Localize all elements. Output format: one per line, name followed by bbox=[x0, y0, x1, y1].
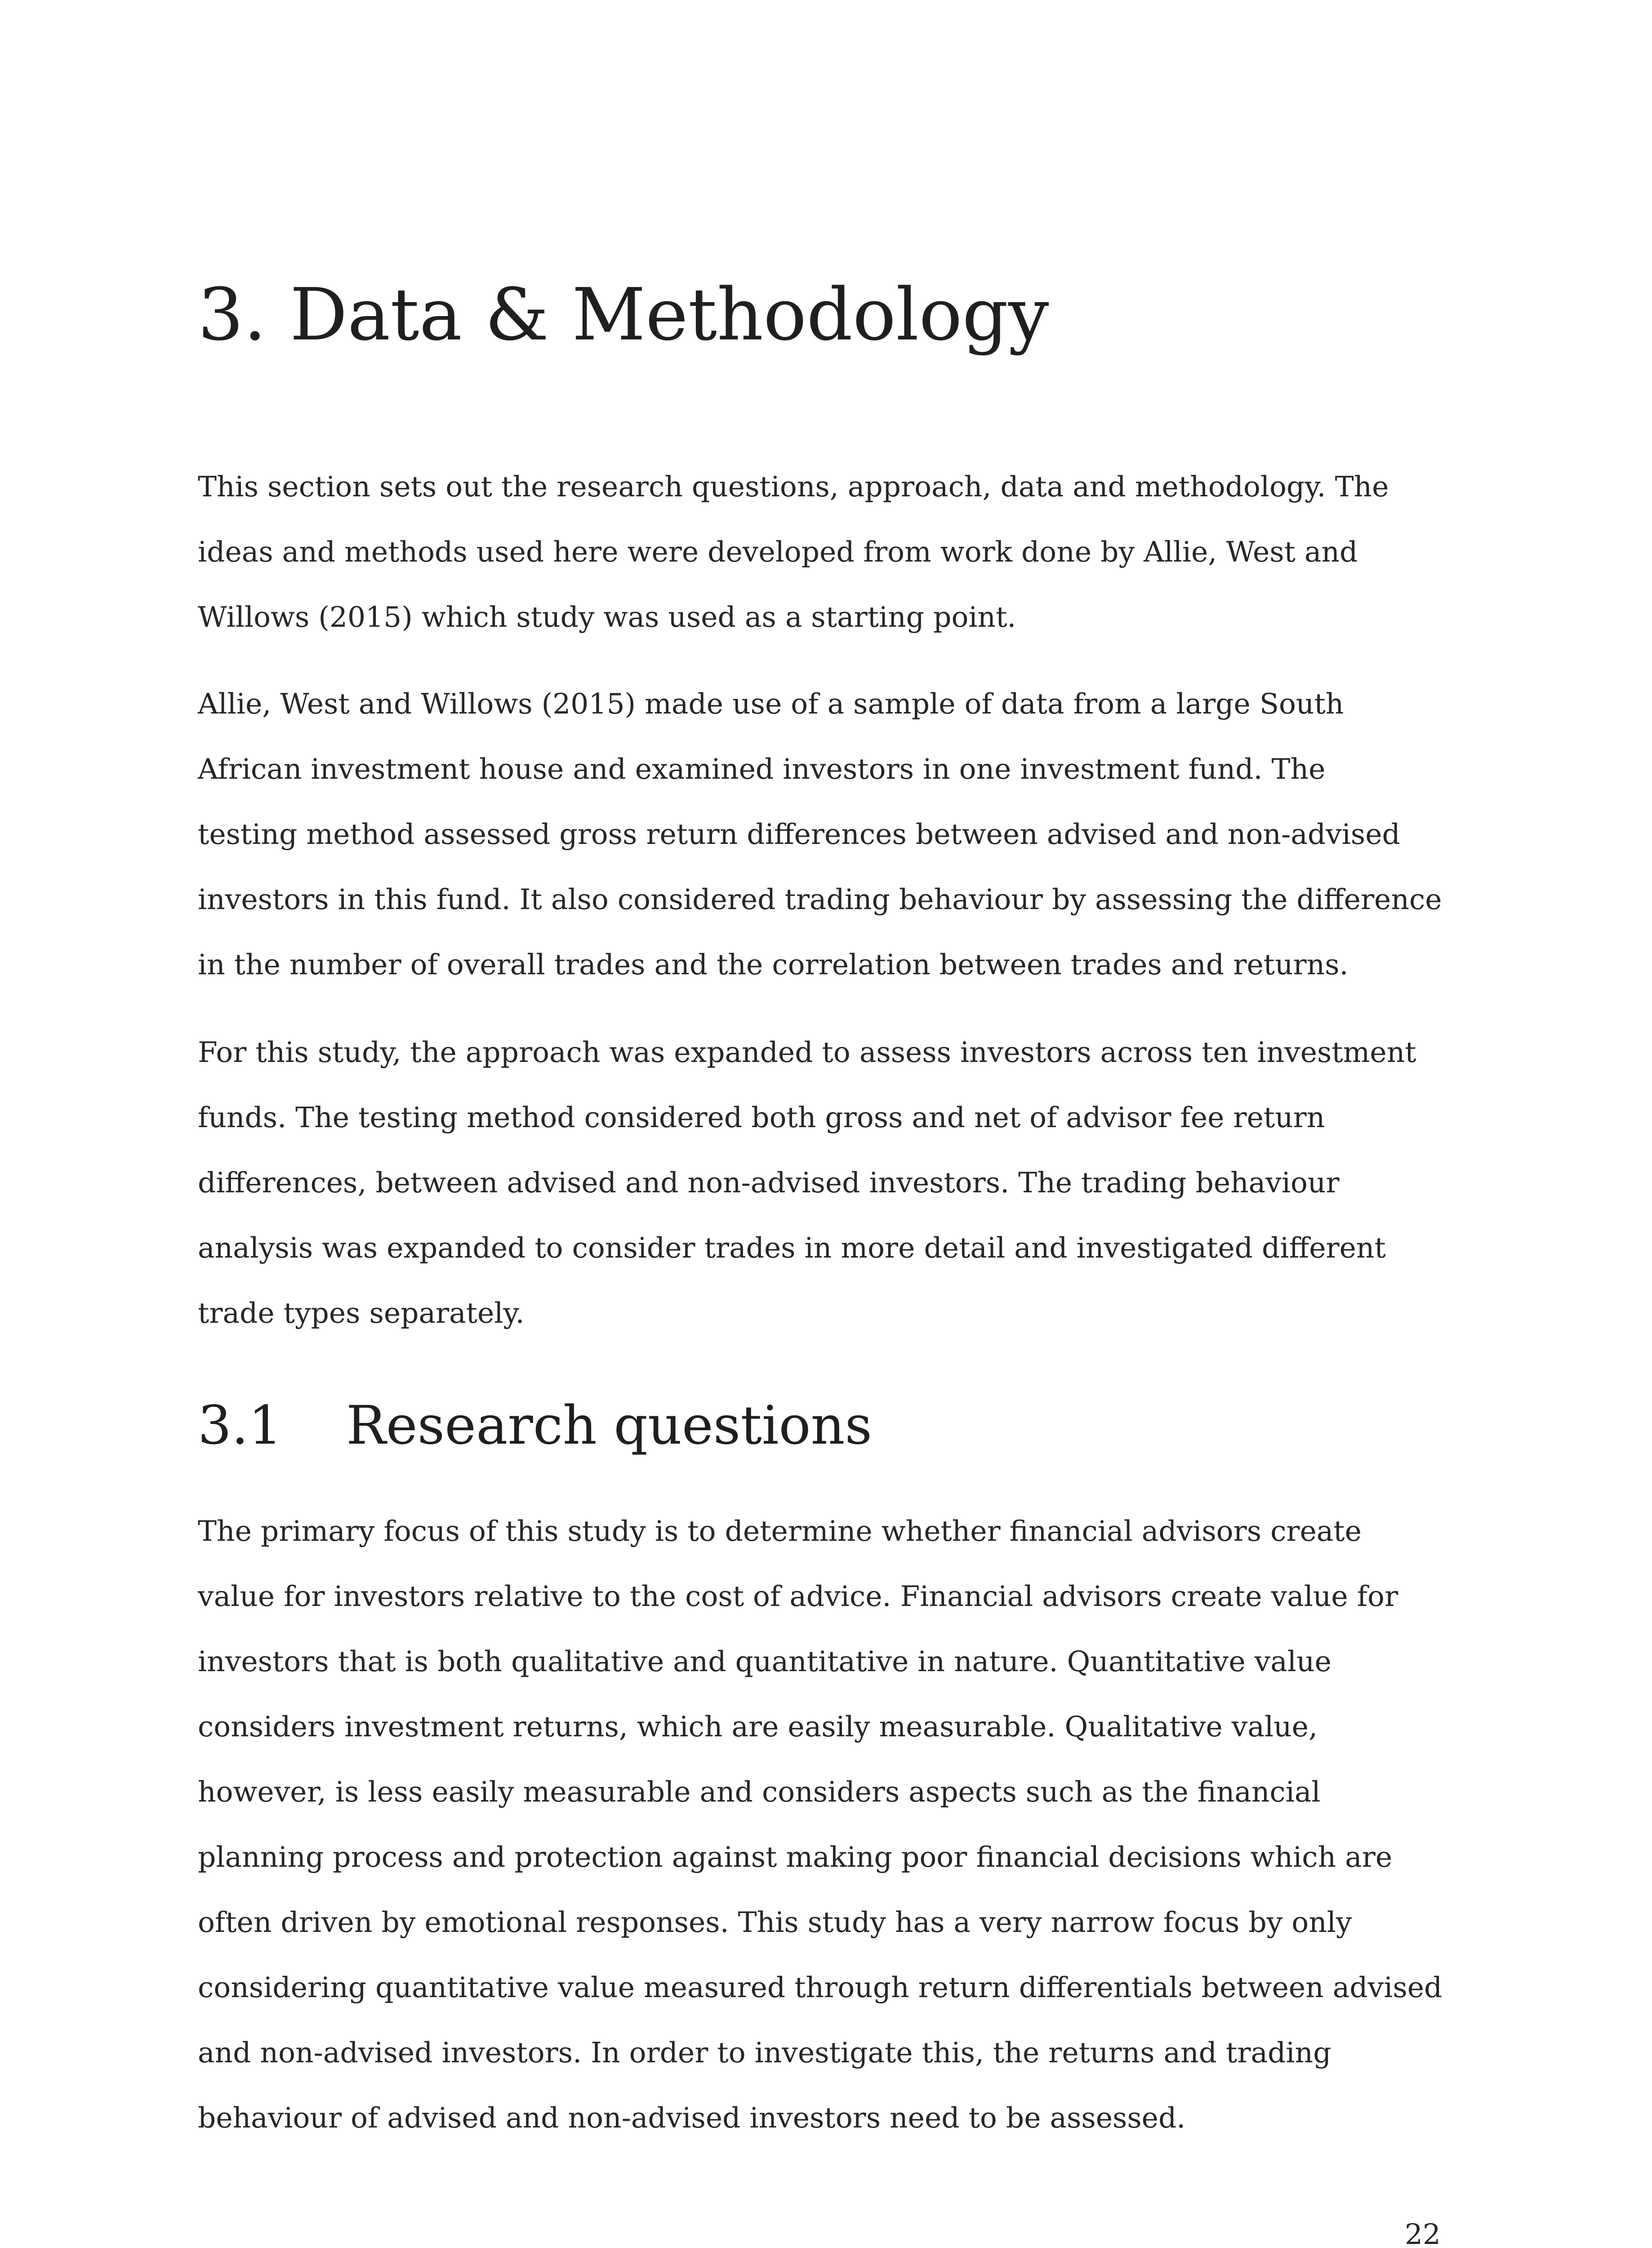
text-line: ideas and methods used here were developed from work done by Allie, West and bbox=[198, 535, 1358, 568]
text-line: value for investors relative to the cost of advice. Financial advisors create value for bbox=[198, 1580, 1398, 1613]
page-number: 22 bbox=[1404, 2218, 1441, 2248]
text-line: in the number of overall trades and the correlation between trades and returns. bbox=[198, 948, 1349, 981]
text-line: funds. The testing method considered both gross and net of advisor fee return bbox=[198, 1101, 1325, 1134]
text-line: often driven by emotional responses. This study has a very narrow focus by only bbox=[198, 1906, 1352, 1939]
text-line: The primary focus of this study is to determine whether financial advisors create bbox=[198, 1515, 1362, 1548]
chapter-number: 3. bbox=[198, 272, 267, 357]
text-line: planning process and protection against making poor financial decisions which are bbox=[198, 1841, 1393, 1873]
text-line: Willows (2015) which study was used as a starting point. bbox=[198, 601, 1016, 633]
text-line: differences, between advised and non-advised investors. The trading behaviour bbox=[198, 1166, 1340, 1199]
text-line: and non-advised investors. In order to investigate this, the returns and trading bbox=[198, 2036, 1331, 2069]
text-line: This section sets out the research questions, approach, data and methodology. The bbox=[198, 470, 1389, 503]
text-line: investors in this fund. It also considered trading behaviour by assessing the difference bbox=[198, 883, 1442, 916]
paragraph-prior-study bbox=[198, 671, 1456, 997]
paragraph-research-questions bbox=[198, 1499, 1456, 2150]
text-line: behaviour of advised and non-advised investors need to be assessed. bbox=[198, 2101, 1186, 2134]
text-line: trade types separately. bbox=[198, 1297, 525, 1329]
section-number: 3.1 bbox=[198, 1394, 282, 1456]
text-line: Allie, West and Willows (2015) made use of a sample of data from a large South bbox=[198, 687, 1344, 720]
text-line: For this study, the approach was expanded to assess investors across ten investment bbox=[198, 1036, 1416, 1069]
paragraph-intro bbox=[198, 454, 1456, 650]
text-line: testing method assessed gross return differences between advised and non-advised bbox=[198, 818, 1400, 851]
section-heading bbox=[198, 1392, 872, 1459]
text-line: African investment house and examined investors in one investment fund. The bbox=[198, 753, 1326, 785]
text-line: investors that is both qualitative and quantitative in nature. Quantitative value bbox=[198, 1645, 1331, 1678]
text-line: considering quantitative value measured through return differentials between advised bbox=[198, 1971, 1443, 2004]
text-line: considers investment returns, which are easily measurable. Qualitative value, bbox=[198, 1710, 1318, 1743]
text-line: however, is less easily measurable and considers aspects such as the financial bbox=[198, 1775, 1321, 1808]
chapter-title-text: Data & Methodology bbox=[289, 272, 1049, 357]
paragraph-this-study bbox=[198, 1020, 1456, 1346]
chapter-title bbox=[198, 270, 1049, 360]
text-line: analysis was expanded to consider trades in more detail and investigated different bbox=[198, 1231, 1386, 1264]
section-title: Research questions bbox=[346, 1394, 873, 1456]
